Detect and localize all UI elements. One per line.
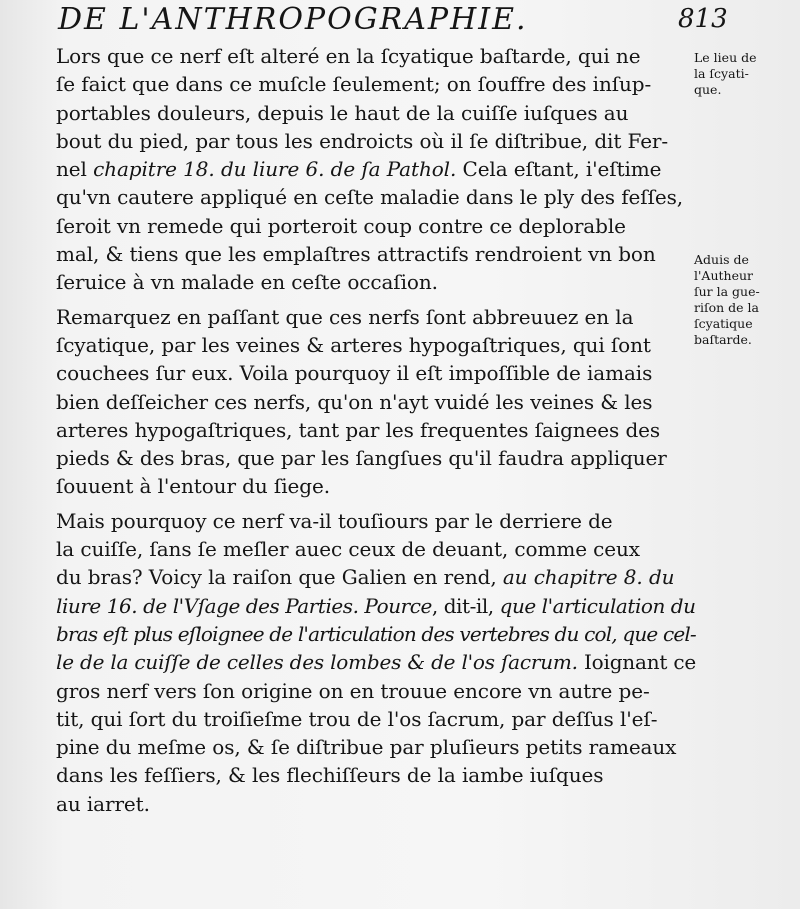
text-line	[56, 677, 696, 705]
text-run: qu'vn cautere appliqué en ceſte maladie dans le ply des feſſes,	[56, 185, 684, 210]
text-line	[56, 388, 696, 416]
italic-run: le de la cuiſſe de celles des lombes & de l'os ſacrum.	[56, 650, 578, 675]
italic-run: que l'articulation du	[499, 593, 696, 618]
text-run: mal, & tiens que les emplaſtres attractifs rendroient vn bon	[56, 242, 656, 267]
margin-note-author-advice	[694, 252, 794, 348]
text-line	[56, 507, 696, 535]
margin-note-line: riſon de la	[694, 300, 759, 315]
text-line	[56, 331, 696, 359]
text-run: au iarret.	[56, 791, 150, 816]
text-line	[56, 42, 696, 70]
text-line	[56, 240, 696, 268]
margin-note-sciatica-location	[694, 50, 794, 98]
text-run: la cuiſſe, ſans ſe meſler auec ceux de deuant, comme ceux	[56, 537, 640, 562]
text-run: nel	[56, 157, 94, 182]
text-line	[56, 416, 696, 444]
paragraph	[56, 42, 696, 297]
margin-note-line: Aduis de	[694, 252, 749, 267]
text-run: Cela eſtant, i'eſtime	[456, 157, 662, 182]
text-line	[56, 70, 696, 98]
main-text-column	[56, 42, 696, 818]
italic-run: liure 16. de l'Vſage des Parties. Pource	[56, 593, 432, 618]
page-number: 813	[678, 4, 728, 34]
text-line	[56, 472, 696, 500]
text-run: , dit-il,	[431, 593, 500, 618]
text-line	[56, 155, 696, 183]
text-line	[56, 303, 696, 331]
text-run: pine du meſme os, & ſe diſtribue par pluſieurs petits rameaux	[56, 735, 677, 760]
text-line	[56, 648, 696, 676]
text-run: Mais pourquoy ce nerf va-il touſiours par le derriere de	[56, 508, 613, 533]
text-line	[56, 183, 696, 211]
text-run: portables douleurs, depuis le haut de la cuiſſe iuſques au	[56, 100, 629, 125]
text-run: pieds & des bras, que par les ſangſues qu'il faudra appliquer	[56, 446, 667, 471]
margin-note-line: Le lieu de	[694, 50, 757, 65]
text-line	[56, 212, 696, 240]
text-line	[56, 790, 696, 818]
text-line	[56, 761, 696, 789]
text-run: Remarquez en paſſant que ces nerfs ſont abbreuuez en la	[56, 304, 634, 329]
text-run: couchees ſur eux. Voila pourquoy il eſt impoſſible de iamais	[56, 361, 653, 386]
text-line	[56, 99, 696, 127]
text-line	[56, 535, 696, 563]
text-line	[56, 620, 696, 648]
text-run: gros nerf vers ſon origine on en trouue encore vn autre pe-	[56, 678, 650, 703]
italic-run: au chapitre 8. du	[502, 565, 675, 590]
text-line	[56, 444, 696, 472]
running-title: DE L'ANTHROPOGRAPHIE.	[58, 2, 528, 37]
text-run: ſcyatique, par les veines & arteres hypogaſtriques, qui ſont	[56, 332, 651, 357]
margin-note-line: ſcyatique	[694, 316, 753, 331]
text-run: dans les feſſiers, & les flechiſſeurs de la iambe iuſques	[56, 763, 604, 788]
text-run: bien deſſeicher ces nerfs, qu'on n'ayt vuidé les veines & les	[56, 389, 653, 414]
margin-note-line: que.	[694, 82, 722, 97]
text-run: ſeroit vn remede qui porteroit coup contre ce deplorable	[56, 213, 626, 238]
text-run: bout du pied, par tous les endroicts où il ſe diſtribue, dit Fer-	[56, 128, 669, 153]
text-run: ſouuent à l'entour du ſiege.	[56, 474, 330, 499]
text-line	[56, 592, 696, 620]
margin-note-line: la ſcyati-	[694, 66, 749, 81]
italic-run: bras eſt plus eſloignee de l'articulation des vertebres du col, que cel-	[56, 621, 696, 646]
text-line	[56, 268, 696, 296]
text-line	[56, 359, 696, 387]
text-run: du bras? Voicy la raiſon que Galien en rend,	[56, 565, 503, 590]
text-line	[56, 733, 696, 761]
text-run: Lors que ce nerf eſt alteré en la ſcyatique baſtarde, qui ne	[56, 44, 641, 68]
paragraph	[56, 507, 696, 818]
paragraph	[56, 303, 696, 501]
margin-note-line: ſur la gue-	[694, 284, 760, 299]
italic-run: chapitre 18. du liure 6. de ſa Pathol.	[93, 157, 457, 182]
text-line	[56, 705, 696, 733]
text-run: ſeruice à vn malade en ceſte occaſion.	[56, 270, 438, 295]
text-run: ſe faict que dans ce muſcle ſeulement; on ſouffre des inſup-	[56, 72, 652, 97]
text-run: arteres hypogaſtriques, tant par les frequentes ſaignees des	[56, 417, 661, 442]
text-line	[56, 127, 696, 155]
page-header	[58, 0, 758, 38]
text-run: tit, qui ſort du troiſieſme trou de l'os ſacrum, par deſſus l'eſ-	[56, 706, 658, 731]
margin-note-line: l'Autheur	[694, 268, 754, 283]
text-line	[56, 563, 696, 591]
margin-note-line: baſtarde.	[694, 332, 752, 347]
text-run: Ioignant ce	[577, 650, 696, 675]
